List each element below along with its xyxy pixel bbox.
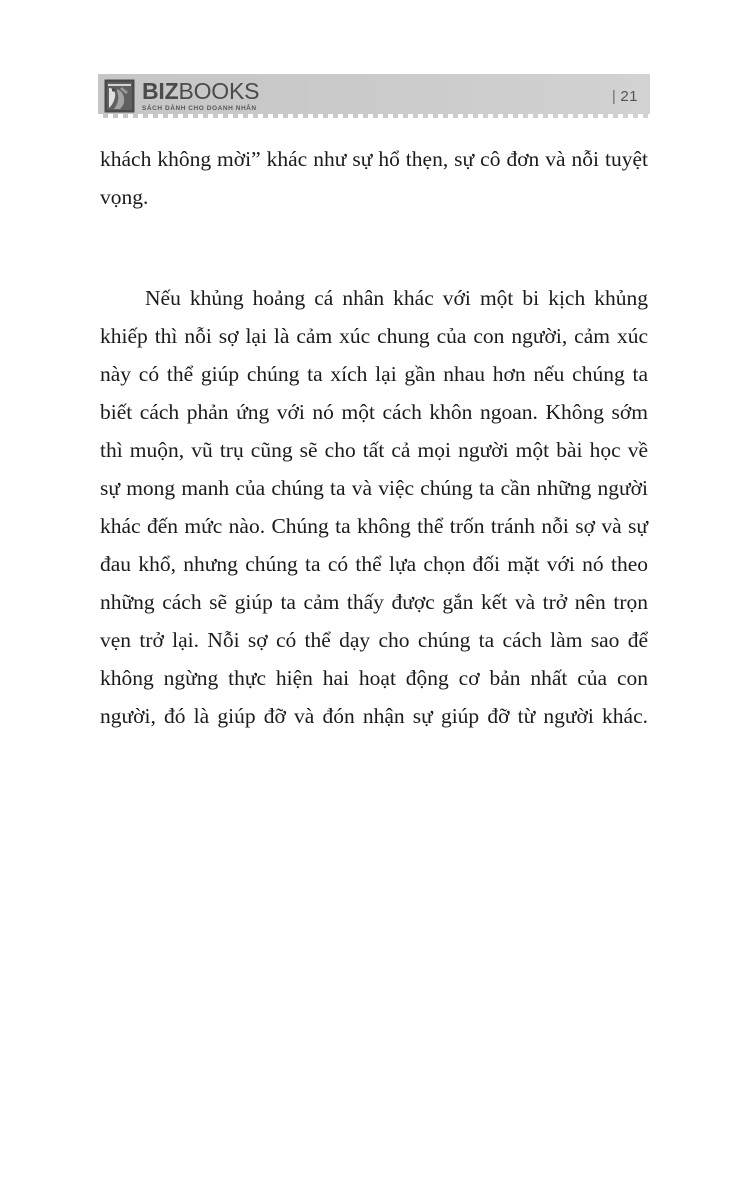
book-emblem-icon — [104, 79, 135, 113]
folio-number: 21 — [620, 87, 638, 105]
brand-tagline: SÁCH DÀNH CHO DOANH NHÂN — [142, 104, 257, 112]
brand-name-biz: BIZ — [142, 77, 179, 104]
brand-logo — [98, 79, 259, 113]
brand-name — [142, 77, 260, 104]
brand-name-books: BOOKS — [178, 77, 260, 104]
folio-separator: | — [611, 87, 617, 105]
page-number — [612, 88, 650, 105]
paragraph: Nếu khủng hoảng cá nhân khác với một bi kịch khủng khiếp thì nỗi sợ lại là cảm xúc chung của con người, cảm xúc này có thể giúp chúng ta xích lại gần nhau hơn nếu chúng ta biết cách phản ứng với nó một cách khôn ngoan. Không sớm thì muộn, vũ trụ cũng sẽ cho tất cả mọi người một bài học về sự mong manh của chúng ta và việc chúng ta cần những người khác đến mức nào. Chúng ta không thể trốn tránh nỗi sợ và sự đau khổ, nhưng chúng ta có thể lựa chọn đối mặt với nó theo những cách sẽ giúp ta cảm thấy được gắn kết và trở nên trọn vẹn trở lại. Nỗi sợ có thể dạy cho chúng ta cách làm sao để không ngừng thực hiện hai hoạt động cơ bản nhất của con người, đó là giúp đỡ và đón nhận sự giúp đỡ từ người khác. — [100, 286, 648, 728]
paragraph: khách không mời” khác như sự hổ thẹn, sự cô đơn và nỗi tuyệt vọng. — [100, 147, 648, 209]
brand-wordmark — [142, 77, 260, 113]
body-text — [100, 140, 648, 773]
running-header — [98, 74, 650, 118]
header-dashed-rule — [98, 114, 650, 118]
